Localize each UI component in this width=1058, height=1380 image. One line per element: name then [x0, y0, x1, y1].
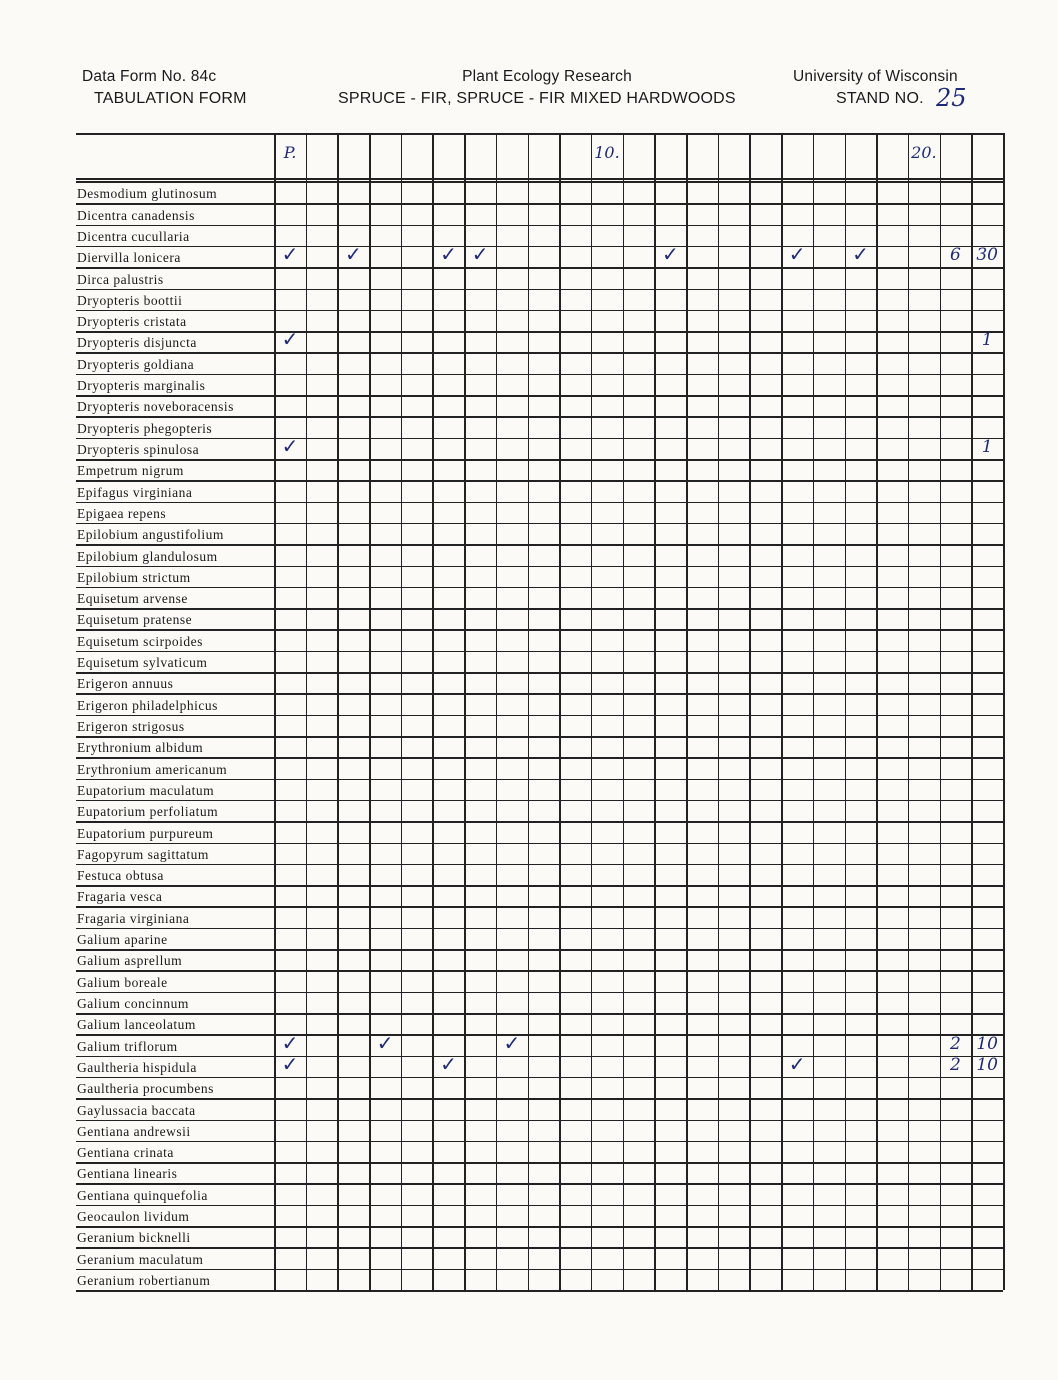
- tally-value: 1: [981, 437, 993, 457]
- grid-column-line: [876, 133, 878, 1290]
- species-name: Dryopteris disjuncta: [77, 335, 197, 351]
- grid-column-line: [337, 133, 339, 1290]
- check-mark-icon: ✓: [661, 242, 679, 267]
- species-name: Erigeron annuus: [77, 676, 174, 692]
- grid-row-line: [76, 416, 1003, 418]
- grid-row-line: [76, 225, 1003, 227]
- species-name: Dirca palustris: [77, 271, 164, 287]
- grid-row-line: [76, 352, 1003, 354]
- column-marker: 10.: [594, 143, 620, 162]
- species-name: Geranium bicknelli: [77, 1230, 191, 1246]
- species-name: Desmodium glutinosum: [77, 186, 218, 202]
- species-name: Dryopteris cristata: [77, 314, 187, 330]
- species-name: Equisetum arvense: [77, 591, 188, 607]
- species-name: Erigeron strigosus: [77, 719, 185, 734]
- grid-row-line: [76, 1141, 1003, 1143]
- grid-row-line: [76, 587, 1003, 589]
- species-name: Gentiana linearis: [77, 1166, 178, 1182]
- species-name: Dryopteris noveboracensis: [77, 399, 234, 415]
- grid-row-line: [76, 906, 1003, 908]
- grid-row-line: [76, 1183, 1003, 1185]
- tally-count: 6: [950, 245, 961, 266]
- species-name: Erythronium americanum: [77, 761, 228, 777]
- species-name: Equisetum scirpoides: [77, 633, 203, 649]
- grid-row-line: [76, 715, 1003, 717]
- university: University of Wisconsin: [793, 68, 958, 85]
- species-name: Erigeron philadelphicus: [77, 697, 218, 713]
- species-name: Dicentra cucullaria: [77, 228, 190, 244]
- grid-row-line: [76, 949, 1003, 951]
- species-name: Eupatorium purpureum: [77, 825, 214, 841]
- species-name: Diervilla lonicera: [77, 250, 181, 266]
- grid-row-line: [76, 672, 1003, 674]
- grid-column-line: [781, 133, 783, 1290]
- grid-row-line: [76, 374, 1003, 376]
- species-name: Geranium robertianum: [77, 1273, 211, 1288]
- grid-row-line: [76, 651, 1003, 653]
- species-name: Galium asprellum: [77, 953, 183, 969]
- grid-column-line: [940, 133, 942, 1290]
- tally-value: 10: [976, 1054, 998, 1075]
- species-name: Galium aparine: [77, 932, 168, 948]
- grid-column-line: [813, 133, 815, 1290]
- grid-rule: [76, 133, 1003, 135]
- species-name: Gentiana andrewsii: [77, 1123, 191, 1139]
- grid-column-line: [369, 133, 371, 1290]
- species-name: Epilobium angustifolium: [77, 527, 224, 543]
- grid-row-line: [76, 779, 1003, 781]
- species-name: Eupatorium perfoliatum: [77, 804, 219, 820]
- check-mark-icon: ✓: [471, 242, 489, 267]
- grid-column-line: [686, 133, 688, 1290]
- grid-row-line: [76, 438, 1003, 440]
- grid-row-line: [76, 1290, 1003, 1292]
- grid-row-line: [76, 1269, 1003, 1271]
- stand-number-handwritten: 25: [936, 84, 967, 112]
- form-type: TABULATION FORM: [94, 90, 247, 107]
- species-name: Gaultheria procumbens: [77, 1081, 214, 1097]
- check-mark-icon: ✓: [281, 242, 299, 267]
- species-name: Epigaea repens: [77, 505, 167, 521]
- species-name: Galium concinnum: [77, 996, 189, 1011]
- grid-column-line: [464, 133, 466, 1290]
- check-mark-icon: ✓: [281, 1030, 299, 1055]
- grid-column-line: [1003, 133, 1005, 1290]
- grid-row-line: [76, 395, 1003, 397]
- grid-row-line: [76, 693, 1003, 695]
- grid-row-line: [76, 203, 1003, 205]
- tally-value: 30: [976, 245, 998, 266]
- grid-column-line: [432, 133, 434, 1290]
- species-name: Galium lanceolatum: [77, 1017, 196, 1033]
- species-name: Galium boreale: [77, 974, 168, 990]
- grid-column-line: [401, 133, 403, 1290]
- stand-label: STAND NO.: [836, 90, 924, 107]
- species-name: Fragaria vesca: [77, 889, 163, 905]
- check-mark-icon: ✓: [376, 1030, 394, 1055]
- grid-column-line: [749, 133, 751, 1290]
- check-mark-icon: ✓: [440, 1051, 457, 1076]
- grid-row-line: [76, 544, 1003, 546]
- species-name: Gentiana quinquefolia: [77, 1187, 208, 1203]
- grid-row-line: [76, 1077, 1003, 1079]
- grid-row-line: [76, 1205, 1003, 1207]
- grid-column-line: [591, 133, 593, 1290]
- species-name: Gaylussacia baccata: [77, 1102, 196, 1118]
- species-name: Empetrum nigrum: [77, 463, 184, 479]
- grid-column-line: [528, 133, 530, 1290]
- grid-row-line: [76, 970, 1003, 972]
- grid-row-line: [76, 1247, 1003, 1249]
- grid-column-line: [971, 133, 973, 1290]
- grid-column-line: [654, 133, 656, 1290]
- tally-count: 2: [950, 1054, 961, 1075]
- column-marker: P.: [283, 143, 297, 162]
- species-name: Fragaria virginiana: [77, 910, 190, 926]
- organization: Plant Ecology Research: [462, 68, 632, 85]
- species-name: Eupatorium maculatum: [77, 782, 215, 798]
- grid-column-line: [845, 133, 847, 1290]
- species-name: Equisetum sylvaticum: [77, 655, 208, 671]
- grid-row-line: [76, 757, 1003, 759]
- grid-column-line: [908, 133, 910, 1290]
- grid-row-line: [76, 1056, 1003, 1058]
- tally-value: 1: [981, 330, 993, 351]
- check-mark-icon: ✓: [345, 242, 362, 267]
- grid-row-line: [76, 736, 1003, 738]
- check-mark-icon: ✓: [788, 242, 806, 267]
- form-subtitle: SPRUCE - FIR, SPRUCE - FIR MIXED HARDWOODS: [338, 90, 736, 107]
- grid-row-line: [76, 1034, 1003, 1036]
- check-mark-icon: ✓: [281, 327, 299, 352]
- grid-row-line: [76, 821, 1003, 823]
- grid-row-line: [76, 608, 1003, 610]
- species-name: Epilobium glandulosum: [77, 548, 218, 564]
- species-name: Epifagus virginiana: [77, 484, 193, 500]
- grid-column-line: [274, 133, 276, 1290]
- check-mark-icon: ✓: [281, 1051, 299, 1076]
- species-name: Gaultheria hispidula: [77, 1059, 197, 1075]
- check-mark-icon: ✓: [281, 434, 299, 458]
- grid-row-line: [76, 1013, 1003, 1015]
- species-name: Gentiana crinata: [77, 1145, 174, 1161]
- form-number: Data Form No. 84c: [82, 68, 217, 85]
- grid-rule: [76, 181, 1003, 183]
- tally-count: 2: [950, 1033, 961, 1054]
- species-name: Dryopteris marginalis: [77, 378, 206, 394]
- species-name: Dicentra canadensis: [77, 207, 195, 223]
- grid-row-line: [76, 502, 1003, 504]
- grid-row-line: [76, 629, 1003, 631]
- species-name: Dryopteris phegopteris: [77, 420, 213, 436]
- grid-row-line: [76, 843, 1003, 845]
- grid-row-line: [76, 1098, 1003, 1100]
- check-mark-icon: ✓: [788, 1051, 806, 1076]
- tally-value: 10: [976, 1033, 998, 1054]
- grid-row-line: [76, 267, 1003, 269]
- grid-row-line: [76, 566, 1003, 568]
- grid-column-line: [559, 133, 561, 1290]
- grid-row-line: [76, 331, 1003, 333]
- species-name: Dryopteris boottii: [77, 292, 183, 308]
- grid-row-line: [76, 992, 1003, 994]
- grid-row-line: [76, 289, 1003, 291]
- grid-column-line: [718, 133, 720, 1290]
- species-name: Festuca obtusa: [77, 868, 164, 884]
- grid-row-line: [76, 928, 1003, 930]
- check-mark-icon: ✓: [852, 242, 869, 267]
- species-name: Geocaulon lividum: [77, 1209, 190, 1225]
- grid-column-line: [306, 133, 308, 1290]
- check-mark-icon: ✓: [440, 242, 457, 267]
- grid-row-line: [76, 480, 1003, 482]
- check-mark-icon: ✓: [503, 1030, 521, 1055]
- grid-row-line: [76, 1120, 1003, 1122]
- species-name: Erythronium albidum: [77, 740, 204, 756]
- grid-row-line: [76, 885, 1003, 887]
- grid-rule: [76, 178, 1003, 180]
- grid-row-line: [76, 1162, 1003, 1164]
- species-name: Epilobium strictum: [77, 569, 191, 585]
- grid-column-line: [623, 133, 625, 1290]
- species-name: Dryopteris goldiana: [77, 356, 195, 372]
- species-name: Dryopteris spinulosa: [77, 442, 200, 457]
- species-name: Galium triflorum: [77, 1038, 178, 1054]
- grid-column-line: [496, 133, 498, 1290]
- species-name: Geranium maculatum: [77, 1251, 204, 1267]
- grid-row-line: [76, 864, 1003, 866]
- grid-row-line: [76, 1226, 1003, 1228]
- grid-row-line: [76, 800, 1003, 802]
- species-name: Equisetum pratense: [77, 612, 193, 628]
- grid-row-line: [76, 459, 1003, 461]
- column-marker: 20.: [911, 143, 937, 162]
- grid-row-line: [76, 310, 1003, 312]
- grid-row-line: [76, 523, 1003, 525]
- species-name: Fagopyrum sagittatum: [77, 846, 209, 862]
